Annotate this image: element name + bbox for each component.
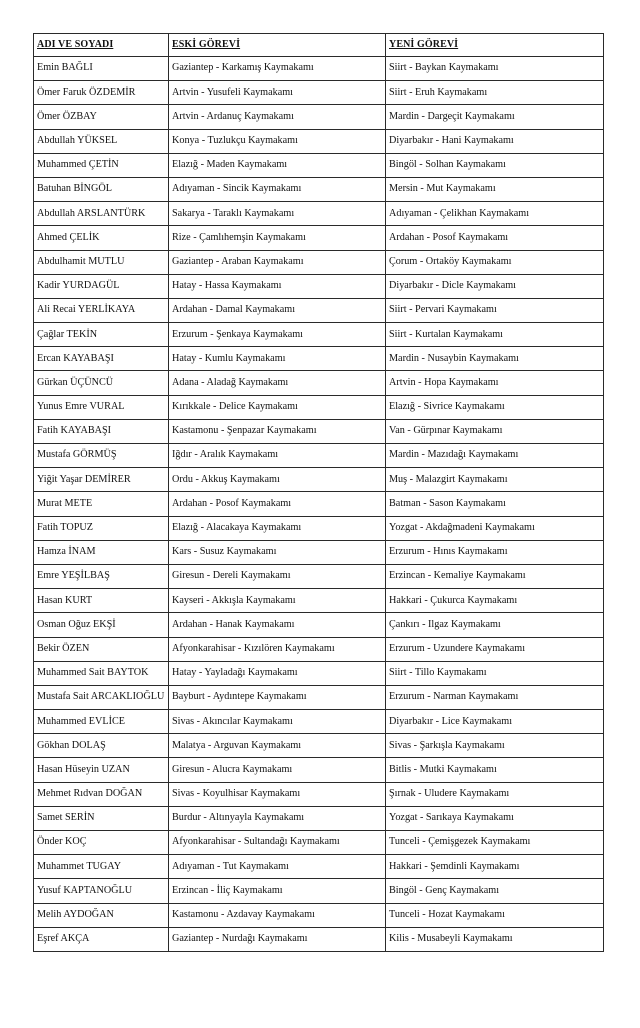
table-row [34, 492, 604, 516]
new-duty-cell: Van - Gürpınar Kaymakamı [386, 419, 604, 443]
table-row [34, 516, 604, 540]
table-row [34, 371, 604, 395]
old-duty-cell: Kastamonu - Şenpazar Kaymakamı [169, 419, 386, 443]
old-duty-cell: Ordu - Akkuş Kaymakamı [169, 468, 386, 492]
name-cell: Osman Oğuz EKŞİ [34, 613, 169, 637]
old-duty-cell: Kastamonu - Azdavay Kaymakamı [169, 903, 386, 927]
new-duty-cell: Siirt - Baykan Kaymakamı [386, 57, 604, 81]
name-cell: Yiğit Yaşar DEMİRER [34, 468, 169, 492]
name-cell: Muhammet TUGAY [34, 855, 169, 879]
new-duty-cell: Siirt - Kurtalan Kaymakamı [386, 323, 604, 347]
name-cell: Melih AYDOĞAN [34, 903, 169, 927]
table-row [34, 685, 604, 709]
old-duty-cell: Adana - Aladağ Kaymakamı [169, 371, 386, 395]
old-duty-cell: Adıyaman - Tut Kaymakamı [169, 855, 386, 879]
table-row [34, 758, 604, 782]
old-duty-cell: Kars - Susuz Kaymakamı [169, 540, 386, 564]
name-cell: Yunus Emre VURAL [34, 395, 169, 419]
new-duty-cell: Çorum - Ortaköy Kaymakamı [386, 250, 604, 274]
new-duty-cell: Diyarbakır - Dicle Kaymakamı [386, 274, 604, 298]
table-row [34, 81, 604, 105]
table-row [34, 298, 604, 322]
new-duty-cell: Hakkari - Çukurca Kaymakamı [386, 589, 604, 613]
old-duty-cell: Hatay - Hassa Kaymakamı [169, 274, 386, 298]
name-cell: Çağlar TEKİN [34, 323, 169, 347]
table-row [34, 855, 604, 879]
name-cell: Murat METE [34, 492, 169, 516]
old-duty-cell: Erzincan - İliç Kaymakamı [169, 879, 386, 903]
table-row [34, 129, 604, 153]
new-duty-cell: Erzurum - Uzundere Kaymakamı [386, 637, 604, 661]
table-row [34, 734, 604, 758]
name-cell: Gürkan ÜÇÜNCÜ [34, 371, 169, 395]
table-row [34, 202, 604, 226]
table-row [34, 323, 604, 347]
old-duty-cell: Kayseri - Akkışla Kaymakamı [169, 589, 386, 613]
table-row [34, 564, 604, 588]
name-cell: Ercan KAYABAŞI [34, 347, 169, 371]
name-cell: Ali Recai YERLİKAYA [34, 298, 169, 322]
name-cell: Emre YEŞİLBAŞ [34, 564, 169, 588]
name-cell: Mehmet Rıdvan DOĞAN [34, 782, 169, 806]
new-duty-cell: Kilis - Musabeyli Kaymakamı [386, 927, 604, 951]
table-row [34, 637, 604, 661]
new-duty-cell: Bitlis - Mutki Kaymakamı [386, 758, 604, 782]
old-duty-cell: Konya - Tuzlukçu Kaymakamı [169, 129, 386, 153]
table-row [34, 806, 604, 830]
old-duty-cell: Burdur - Altınyayla Kaymakamı [169, 806, 386, 830]
header-old-duty: ESKİ GÖREVİ [169, 34, 386, 57]
name-cell: Abdullah YÜKSEL [34, 129, 169, 153]
header-new-duty: YENİ GÖREVİ [386, 34, 604, 57]
new-duty-cell: Çankırı - Ilgaz Kaymakamı [386, 613, 604, 637]
new-duty-cell: Tunceli - Çemişgezek Kaymakamı [386, 831, 604, 855]
table-row [34, 927, 604, 951]
table-row [34, 347, 604, 371]
old-duty-cell: Iğdır - Aralık Kaymakamı [169, 444, 386, 468]
new-duty-cell: Hakkari - Şemdinli Kaymakamı [386, 855, 604, 879]
table-row [34, 710, 604, 734]
table-row [34, 831, 604, 855]
name-cell: Muhammed Sait BAYTOK [34, 661, 169, 685]
table-row [34, 274, 604, 298]
table-row [34, 419, 604, 443]
name-cell: Ömer Faruk ÖZDEMİR [34, 81, 169, 105]
new-duty-cell: Adıyaman - Çelikhan Kaymakamı [386, 202, 604, 226]
old-duty-cell: Sakarya - Taraklı Kaymakamı [169, 202, 386, 226]
table-row [34, 782, 604, 806]
old-duty-cell: Ardahan - Posof Kaymakamı [169, 492, 386, 516]
old-duty-cell: Gaziantep - Nurdağı Kaymakamı [169, 927, 386, 951]
old-duty-cell: Artvin - Ardanuç Kaymakamı [169, 105, 386, 129]
new-duty-cell: Şırnak - Uludere Kaymakamı [386, 782, 604, 806]
new-duty-cell: Mersin - Mut Kaymakamı [386, 177, 604, 201]
old-duty-cell: Ardahan - Hanak Kaymakamı [169, 613, 386, 637]
new-duty-cell: Yozgat - Akdağmadeni Kaymakamı [386, 516, 604, 540]
old-duty-cell: Sivas - Akıncılar Kaymakamı [169, 710, 386, 734]
new-duty-cell: Mardin - Nusaybin Kaymakamı [386, 347, 604, 371]
new-duty-cell: Tunceli - Hozat Kaymakamı [386, 903, 604, 927]
old-duty-cell: Erzurum - Şenkaya Kaymakamı [169, 323, 386, 347]
name-cell: Abdulhamit MUTLU [34, 250, 169, 274]
new-duty-cell: Erzurum - Hınıs Kaymakamı [386, 540, 604, 564]
name-cell: Gökhan DOLAŞ [34, 734, 169, 758]
new-duty-cell: Siirt - Pervari Kaymakamı [386, 298, 604, 322]
name-cell: Fatih KAYABAŞI [34, 419, 169, 443]
old-duty-cell: Hatay - Yayladağı Kaymakamı [169, 661, 386, 685]
new-duty-cell: Yozgat - Sarıkaya Kaymakamı [386, 806, 604, 830]
old-duty-cell: Gaziantep - Karkamış Kaymakamı [169, 57, 386, 81]
table-row [34, 540, 604, 564]
name-cell: Yusuf KAPTANOĞLU [34, 879, 169, 903]
table-row [34, 57, 604, 81]
new-duty-cell: Erzincan - Kemaliye Kaymakamı [386, 564, 604, 588]
old-duty-cell: Elazığ - Maden Kaymakamı [169, 153, 386, 177]
old-duty-cell: Afyonkarahisar - Sultandağı Kaymakamı [169, 831, 386, 855]
name-cell: Emin BAĞLI [34, 57, 169, 81]
new-duty-cell: Bingöl - Solhan Kaymakamı [386, 153, 604, 177]
new-duty-cell: Batman - Sason Kaymakamı [386, 492, 604, 516]
old-duty-cell: Ardahan - Damal Kaymakamı [169, 298, 386, 322]
name-cell: Bekir ÖZEN [34, 637, 169, 661]
new-duty-cell: Diyarbakır - Lice Kaymakamı [386, 710, 604, 734]
table-row [34, 153, 604, 177]
name-cell: Batuhan BİNGÖL [34, 177, 169, 201]
table-row [34, 879, 604, 903]
table-body [34, 57, 604, 952]
old-duty-cell: Bayburt - Aydıntepe Kaymakamı [169, 685, 386, 709]
name-cell: Kadir YURDAGÜL [34, 274, 169, 298]
old-duty-cell: Artvin - Yusufeli Kaymakamı [169, 81, 386, 105]
new-duty-cell: Artvin - Hopa Kaymakamı [386, 371, 604, 395]
name-cell: Ahmed ÇELİK [34, 226, 169, 250]
new-duty-cell: Ardahan - Posof Kaymakamı [386, 226, 604, 250]
old-duty-cell: Giresun - Alucra Kaymakamı [169, 758, 386, 782]
old-duty-cell: Adıyaman - Sincik Kaymakamı [169, 177, 386, 201]
old-duty-cell: Hatay - Kumlu Kaymakamı [169, 347, 386, 371]
table-row [34, 589, 604, 613]
name-cell: Samet SERİN [34, 806, 169, 830]
table-row [34, 468, 604, 492]
name-cell: Muhammed EVLİCE [34, 710, 169, 734]
table-row [34, 177, 604, 201]
new-duty-cell: Erzurum - Narman Kaymakamı [386, 685, 604, 709]
new-duty-cell: Siirt - Eruh Kaymakamı [386, 81, 604, 105]
table-header-row [34, 34, 604, 57]
name-cell: Muhammed ÇETİN [34, 153, 169, 177]
old-duty-cell: Rize - Çamlıhemşin Kaymakamı [169, 226, 386, 250]
table-row [34, 226, 604, 250]
old-duty-cell: Sivas - Koyulhisar Kaymakamı [169, 782, 386, 806]
old-duty-cell: Kırıkkale - Delice Kaymakamı [169, 395, 386, 419]
table-row [34, 903, 604, 927]
old-duty-cell: Elazığ - Alacakaya Kaymakamı [169, 516, 386, 540]
header-name: ADI VE SOYADI [34, 34, 169, 57]
name-cell: Ömer ÖZBAY [34, 105, 169, 129]
table-row [34, 613, 604, 637]
appointments-table [33, 33, 604, 952]
old-duty-cell: Giresun - Dereli Kaymakamı [169, 564, 386, 588]
name-cell: Mustafa Sait ARCAKLIOĞLU [34, 685, 169, 709]
old-duty-cell: Gaziantep - Araban Kaymakamı [169, 250, 386, 274]
name-cell: Hamza İNAM [34, 540, 169, 564]
old-duty-cell: Afyonkarahisar - Kızılören Kaymakamı [169, 637, 386, 661]
name-cell: Mustafa GÖRMÜŞ [34, 444, 169, 468]
new-duty-cell: Siirt - Tillo Kaymakamı [386, 661, 604, 685]
name-cell: Abdullah ARSLANTÜRK [34, 202, 169, 226]
document-page [33, 33, 603, 952]
name-cell: Hasan Hüseyin UZAN [34, 758, 169, 782]
new-duty-cell: Mardin - Dargeçit Kaymakamı [386, 105, 604, 129]
table-row [34, 105, 604, 129]
name-cell: Eşref AKÇA [34, 927, 169, 951]
new-duty-cell: Mardin - Mazıdağı Kaymakamı [386, 444, 604, 468]
new-duty-cell: Sivas - Şarkışla Kaymakamı [386, 734, 604, 758]
old-duty-cell: Malatya - Arguvan Kaymakamı [169, 734, 386, 758]
name-cell: Fatih TOPUZ [34, 516, 169, 540]
new-duty-cell: Diyarbakır - Hani Kaymakamı [386, 129, 604, 153]
new-duty-cell: Muş - Malazgirt Kaymakamı [386, 468, 604, 492]
name-cell: Hasan KURT [34, 589, 169, 613]
name-cell: Önder KOÇ [34, 831, 169, 855]
table-row [34, 444, 604, 468]
table-row [34, 250, 604, 274]
new-duty-cell: Elazığ - Sivrice Kaymakamı [386, 395, 604, 419]
new-duty-cell: Bingöl - Genç Kaymakamı [386, 879, 604, 903]
table-row [34, 661, 604, 685]
table-row [34, 395, 604, 419]
